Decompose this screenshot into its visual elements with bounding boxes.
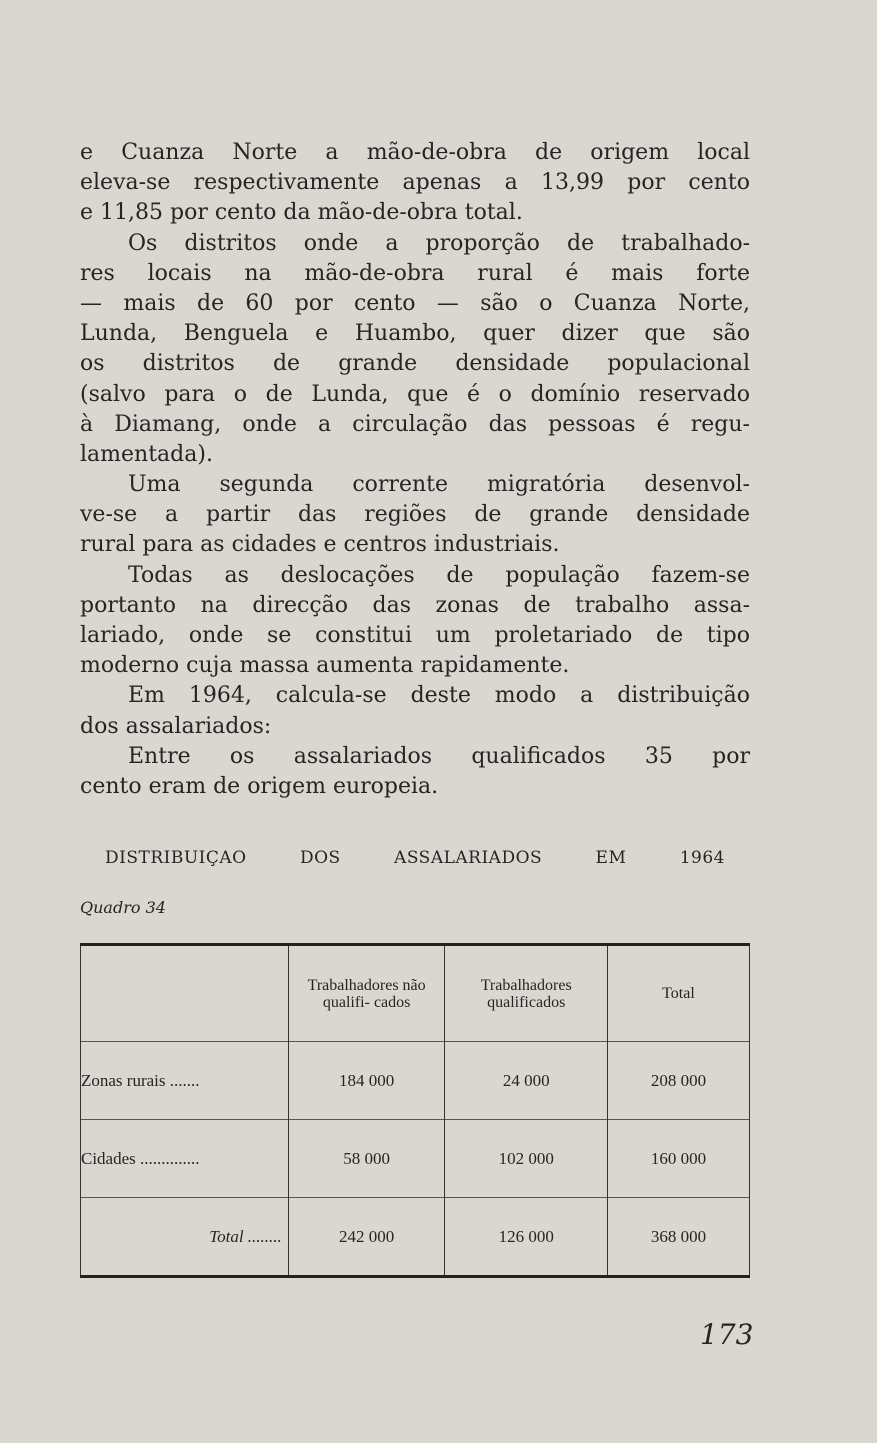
text-line: eleva-se respectivamente apenas a 13,99 por cento <box>80 170 750 196</box>
cell-value: 126 000 <box>445 1198 607 1277</box>
cell-value: 368 000 <box>607 1198 749 1277</box>
text-line: Lunda, Benguela e Huambo, quer dizer que são <box>80 321 750 347</box>
header-qualified: Trabalhadores qualificados <box>445 945 607 1042</box>
cell-value: 160 000 <box>607 1120 749 1198</box>
text-line: lamentada). <box>80 441 213 467</box>
body-text <box>80 138 750 802</box>
text-line: cento eram de origem europeia. <box>80 773 439 799</box>
header-total: Total <box>607 945 749 1042</box>
cell-value: 208 000 <box>607 1042 749 1120</box>
cell-value: 58 000 <box>288 1120 445 1198</box>
text-line: Os distritos onde a proporção de trabalhado- <box>128 230 750 256</box>
row-label: Cidades .............. <box>81 1120 289 1198</box>
cell-value: 102 000 <box>445 1120 607 1198</box>
cell-value: 24 000 <box>445 1042 607 1120</box>
table-caption: Quadro 34 <box>80 898 166 917</box>
table-row <box>81 1042 750 1120</box>
distribution-table <box>80 943 750 1278</box>
text-line: rural para as cidades e centros industriais. <box>80 532 560 558</box>
header-empty <box>81 945 289 1042</box>
text-line: os distritos de grande densidade populacional <box>80 351 750 377</box>
table-title: DISTRIBUIÇAO DOS ASSALARIADOS EM 1964 <box>105 848 725 868</box>
text-line: e 11,85 por cento da mão-de-obra total. <box>80 200 523 226</box>
text-line: ve-se a partir das regiões de grande densidade <box>80 502 750 528</box>
text-line: (salvo para o de Lunda, que é o domínio reservado <box>80 381 750 407</box>
text-line: lariado, onde se constitui um proletariado de tipo <box>80 623 750 648</box>
text-line: à Diamang, onde a circulação das pessoas é regu- <box>80 411 750 437</box>
total-label: Total ........ <box>209 1226 282 1246</box>
table-total-row <box>81 1198 750 1277</box>
text-line: Em 1964, calcula-se deste modo a distribuição <box>128 683 750 709</box>
table-header-row <box>81 945 750 1042</box>
text-line: portanto na direcção das zonas de trabalho assa- <box>80 592 750 618</box>
cell-value: 184 000 <box>288 1042 445 1120</box>
table-row <box>81 1120 750 1198</box>
text-line: Entre os assalariados qualificados 35 por <box>128 743 750 769</box>
text-line: moderno cuja massa aumenta rapidamente. <box>80 653 570 679</box>
row-label: Zonas rurais ....... <box>81 1042 289 1120</box>
header-unqualified: Trabalhadores não qualifi- cados <box>288 945 445 1042</box>
text-line: — mais de 60 por cento — são o Cuanza Norte, <box>80 290 750 316</box>
text-line: dos assalariados: <box>80 713 272 739</box>
cell-value: 242 000 <box>288 1198 445 1277</box>
text-line: e Cuanza Norte a mão-de-obra de origem local <box>80 140 750 165</box>
text-line: res locais na mão-de-obra rural é mais forte <box>80 260 750 286</box>
text-line: Todas as deslocações de população fazem-se <box>128 562 750 588</box>
text-line: Uma segunda corrente migratória desenvol- <box>128 472 750 498</box>
row-label <box>81 1198 289 1277</box>
page-number: 173 <box>700 1318 754 1351</box>
